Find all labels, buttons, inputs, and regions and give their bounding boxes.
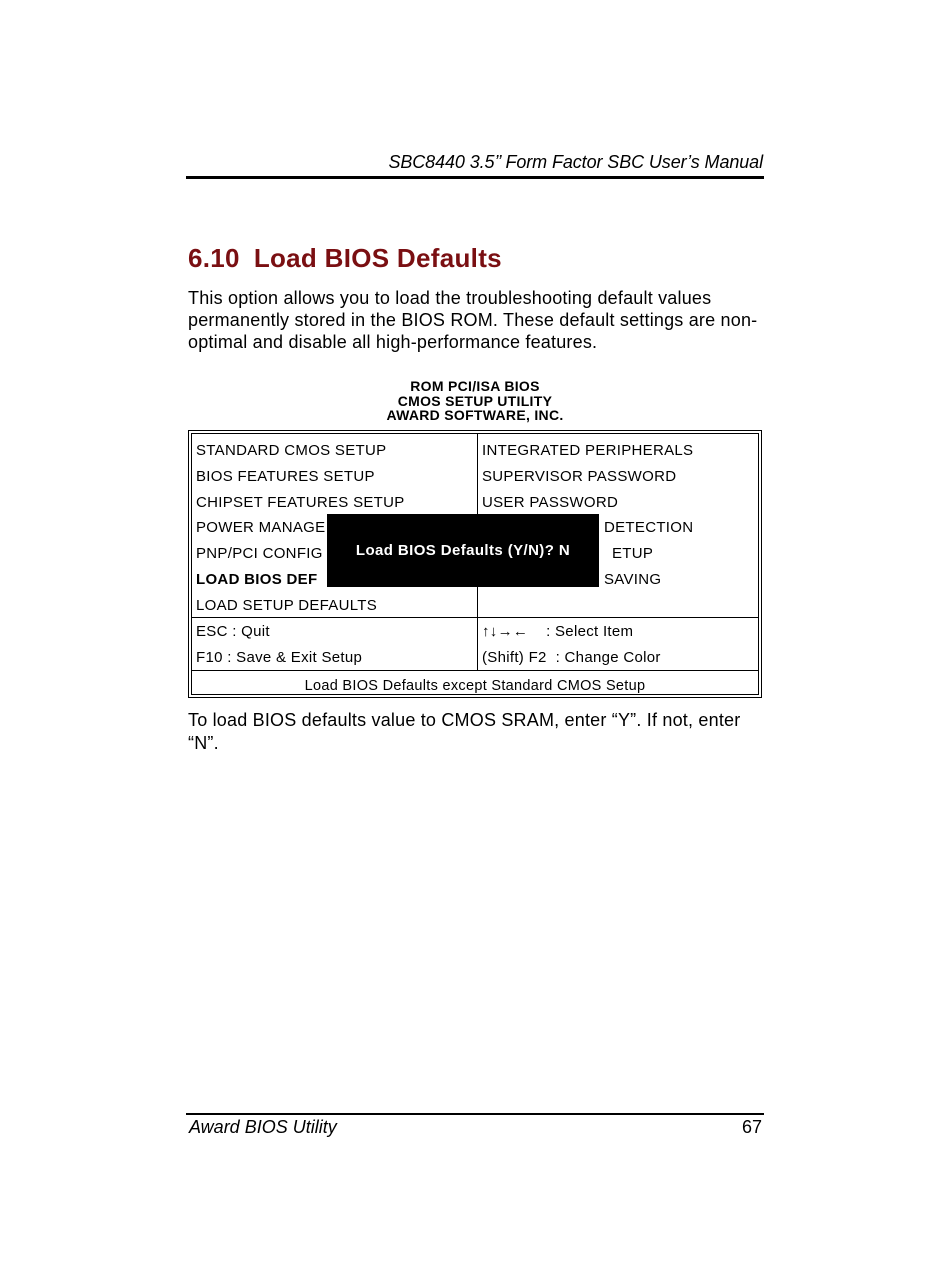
section-heading — [188, 243, 502, 274]
page-number: 67 — [741, 1117, 762, 1137]
menu-item-power-management[interactable]: POWER MANAGE — [196, 519, 326, 537]
key-help-shift-f2: (Shift) F2 : Change Color — [482, 649, 661, 666]
key-help-esc: ESC : Quit — [196, 623, 270, 640]
key-help-f10: F10 : Save & Exit Setup — [196, 649, 363, 666]
confirm-dialog-text: Load BIOS Defaults (Y/N)? N — [355, 542, 571, 559]
menu-item-chipset-features-setup[interactable]: CHIPSET FEATURES SETUP — [196, 493, 405, 511]
key-help-arrows: ↑↓→← : Select Item — [482, 623, 634, 640]
key-help-left — [196, 623, 362, 675]
bios-caption-line: AWARD SOFTWARE, INC. — [386, 407, 564, 423]
menu-item-integrated-peripherals[interactable]: INTEGRATED PERIPHERALS — [482, 442, 694, 459]
instruction-paragraph: To load BIOS defaults value to CMOS SRAM, enter “Y”. If not, enter “N”. — [188, 710, 741, 753]
menu-item-supervisor-password[interactable]: SUPERVISOR PASSWORD — [482, 467, 677, 485]
menu-item-user-password[interactable]: USER PASSWORD — [482, 493, 619, 511]
header-rule — [186, 176, 764, 179]
bios-status-line: Load BIOS Defaults except Standard CMOS Setup — [304, 678, 646, 694]
menu-item-load-setup-defaults[interactable]: LOAD SETUP DEFAULTS — [196, 596, 378, 614]
section-number: 6.10 — [188, 243, 240, 273]
footer-rule — [186, 1113, 764, 1115]
menu-item-load-bios-defaults[interactable]: LOAD BIOS DEF — [196, 570, 318, 588]
intro-paragraph: This option allows you to load the troubleshooting default values permanently stored in the BIOS ROM. These default settings are non-optimal and disable all high-performance features. — [188, 288, 758, 352]
key-help-right — [482, 623, 661, 675]
bios-caption-line: ROM PCI/ISA BIOS — [410, 378, 540, 394]
confirm-dialog[interactable] — [327, 514, 599, 587]
running-header: SBC8440 3.5’’ Form Factor SBC User’s Manual — [388, 152, 763, 172]
bios-caption-line: CMOS SETUP UTILITY — [397, 392, 553, 409]
footer-chapter-title: Award BIOS Utility — [189, 1117, 337, 1137]
menu-item-bios-features-setup[interactable]: BIOS FEATURES SETUP — [196, 467, 375, 485]
menu-item-detection[interactable]: DETECTION — [604, 519, 694, 537]
bios-caption — [188, 379, 762, 423]
menu-item-saving[interactable]: SAVING — [604, 570, 662, 588]
section-title: Load BIOS Defaults — [253, 243, 502, 273]
menu-item-setup[interactable]: ETUP — [612, 545, 654, 563]
menu-item-standard-cmos-setup[interactable]: STANDARD CMOS SETUP — [196, 442, 387, 459]
menu-item-pnp-pci-config[interactable]: PNP/PCI CONFIG — [196, 545, 323, 563]
